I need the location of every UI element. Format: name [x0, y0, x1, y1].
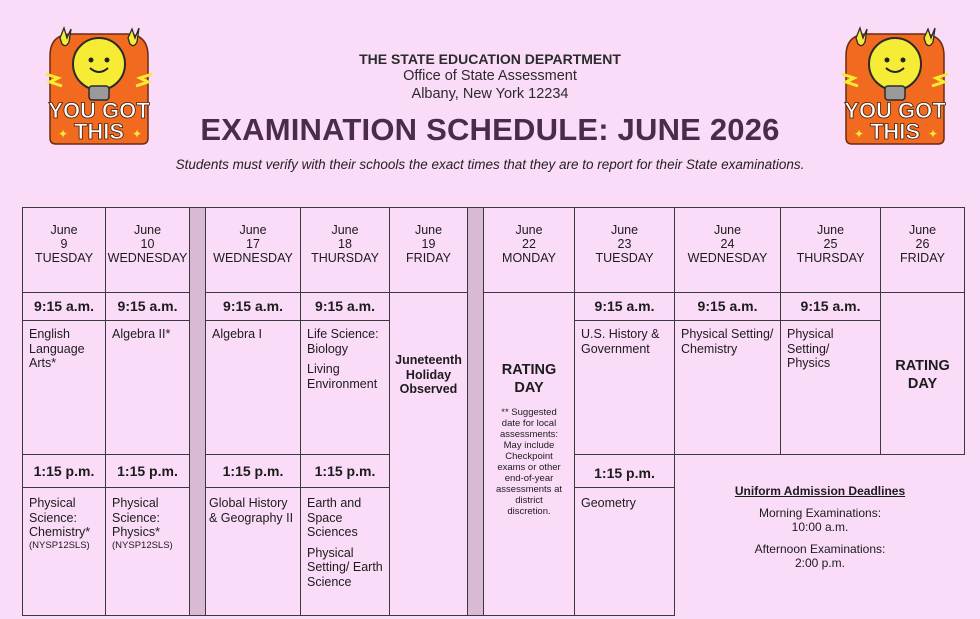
week-gap-2	[467, 207, 484, 616]
time-morning-jun10: 9:15 a.m.	[105, 292, 190, 321]
sparkle-icon: ✦	[58, 127, 69, 141]
time-morning-jun25: 9:15 a.m.	[780, 292, 881, 321]
day-header-jun17: June 17 WEDNESDAY	[205, 207, 301, 293]
rating-day-jun26-cell	[880, 292, 965, 455]
holiday-line1: Juneteenth	[395, 353, 462, 367]
time-morning-jun9: 9:15 a.m.	[22, 292, 106, 321]
juneteenth-holiday-cell	[389, 292, 468, 616]
rating-day-line2: DAY	[514, 380, 544, 396]
exam-jun10-morning: Algebra II*	[105, 320, 190, 455]
day-header-jun18: June 18 THURSDAY	[300, 207, 390, 293]
exam-jun9-morning: English Language Arts*	[22, 320, 106, 455]
exam-jun18-morning: Life Science: Biology Living Environment	[300, 320, 390, 455]
holiday-line2: Holiday	[405, 367, 452, 382]
exam-code: (NYSP12SLS)	[29, 539, 90, 551]
department-name: THE STATE EDUCATION DEPARTMENT	[359, 51, 621, 67]
exam-jun17-afternoon: Global History & Geography II	[205, 487, 301, 616]
deadlines-title: Uniform Admission Deadlines	[734, 484, 906, 498]
time-morning-jun23: 9:15 a.m.	[574, 292, 675, 321]
rating-day-jun22-cell	[483, 292, 575, 616]
office-name: Office of State Assessment	[403, 68, 577, 84]
exam-jun23-morning: U.S. History & Government	[574, 320, 675, 455]
sticker-text-line2: THIS	[869, 119, 921, 144]
exam-jun10-afternoon: Physical Science: Physics* (NYSP12SLS)	[105, 487, 190, 616]
verification-note: Students must verify with their schools the exact times that they are to report for their State examinations.	[175, 157, 805, 172]
exam-jun9-afternoon: Physical Science: Chemistry* (NYSP12SLS)	[22, 487, 106, 616]
day-header-jun22: June 22 MONDAY	[483, 207, 575, 293]
page-title: EXAMINATION SCHEDULE: JUNE 2026	[200, 112, 780, 147]
day-header-jun19: June 19 FRIDAY	[389, 207, 468, 293]
uniform-admission-deadlines	[676, 484, 964, 570]
time-afternoon-jun17: 1:15 p.m.	[205, 454, 301, 488]
rating-day-line1: RATING	[895, 358, 950, 374]
rating-day-line1: RATING	[501, 362, 557, 378]
time-afternoon-jun9: 1:15 p.m.	[22, 454, 106, 488]
day-header-jun10: June 10 WEDNESDAY	[105, 207, 190, 293]
afternoon-deadline-time: 2:00 p.m.	[794, 556, 846, 570]
sparkle-icon: ✦	[928, 127, 939, 141]
time-afternoon-jun23: 1:15 p.m.	[574, 454, 675, 488]
time-morning-jun18: 9:15 a.m.	[300, 292, 390, 321]
time-afternoon-jun10: 1:15 p.m.	[105, 454, 190, 488]
day-header-jun24: June 24 WEDNESDAY	[674, 207, 781, 293]
exam-code: (NYSP12SLS)	[112, 539, 173, 551]
day-header-jun9: June 9 TUESDAY	[22, 207, 106, 293]
day-header-jun25: June 25 THURSDAY	[780, 207, 881, 293]
sticker-text-line2: THIS	[73, 119, 125, 144]
morning-deadline-label: Morning Examinations:	[758, 506, 882, 520]
office-address: Albany, New York 12234	[411, 86, 569, 102]
morning-deadline-time: 10:00 a.m.	[791, 520, 849, 534]
afternoon-deadline-label: Afternoon Examinations:	[754, 542, 886, 556]
time-morning-jun24: 9:15 a.m.	[674, 292, 781, 321]
local-assessment-note: ** Suggested date for local assessments: May include Checkpoint exams or other end-of-year assessments at district discretion.	[496, 407, 562, 517]
exam-jun25-morning: Physical Setting/ Physics	[780, 320, 881, 455]
sparkle-icon: ✦	[854, 127, 865, 141]
week-gap-1	[189, 207, 206, 616]
sticker-text-line1: YOU GOT	[844, 98, 946, 123]
holiday-line3: Observed	[399, 382, 458, 396]
exam-jun24-morning: Physical Setting/ Chemistry	[674, 320, 781, 455]
time-morning-jun17: 9:15 a.m.	[205, 292, 301, 321]
sparkle-icon: ✦	[132, 127, 143, 141]
exam-jun17-morning: Algebra I	[205, 320, 301, 455]
exam-jun18-afternoon: Earth and Space Sciences Physical Setting/ Earth Science	[300, 487, 390, 616]
day-header-jun23: June 23 TUESDAY	[574, 207, 675, 293]
time-afternoon-jun18: 1:15 p.m.	[300, 454, 390, 488]
exam-jun23-afternoon: Geometry	[574, 487, 675, 616]
rating-day-line2: DAY	[907, 376, 938, 392]
day-header-jun26: June 26 FRIDAY	[880, 207, 965, 293]
sticker-text-line1: YOU GOT	[48, 98, 150, 123]
